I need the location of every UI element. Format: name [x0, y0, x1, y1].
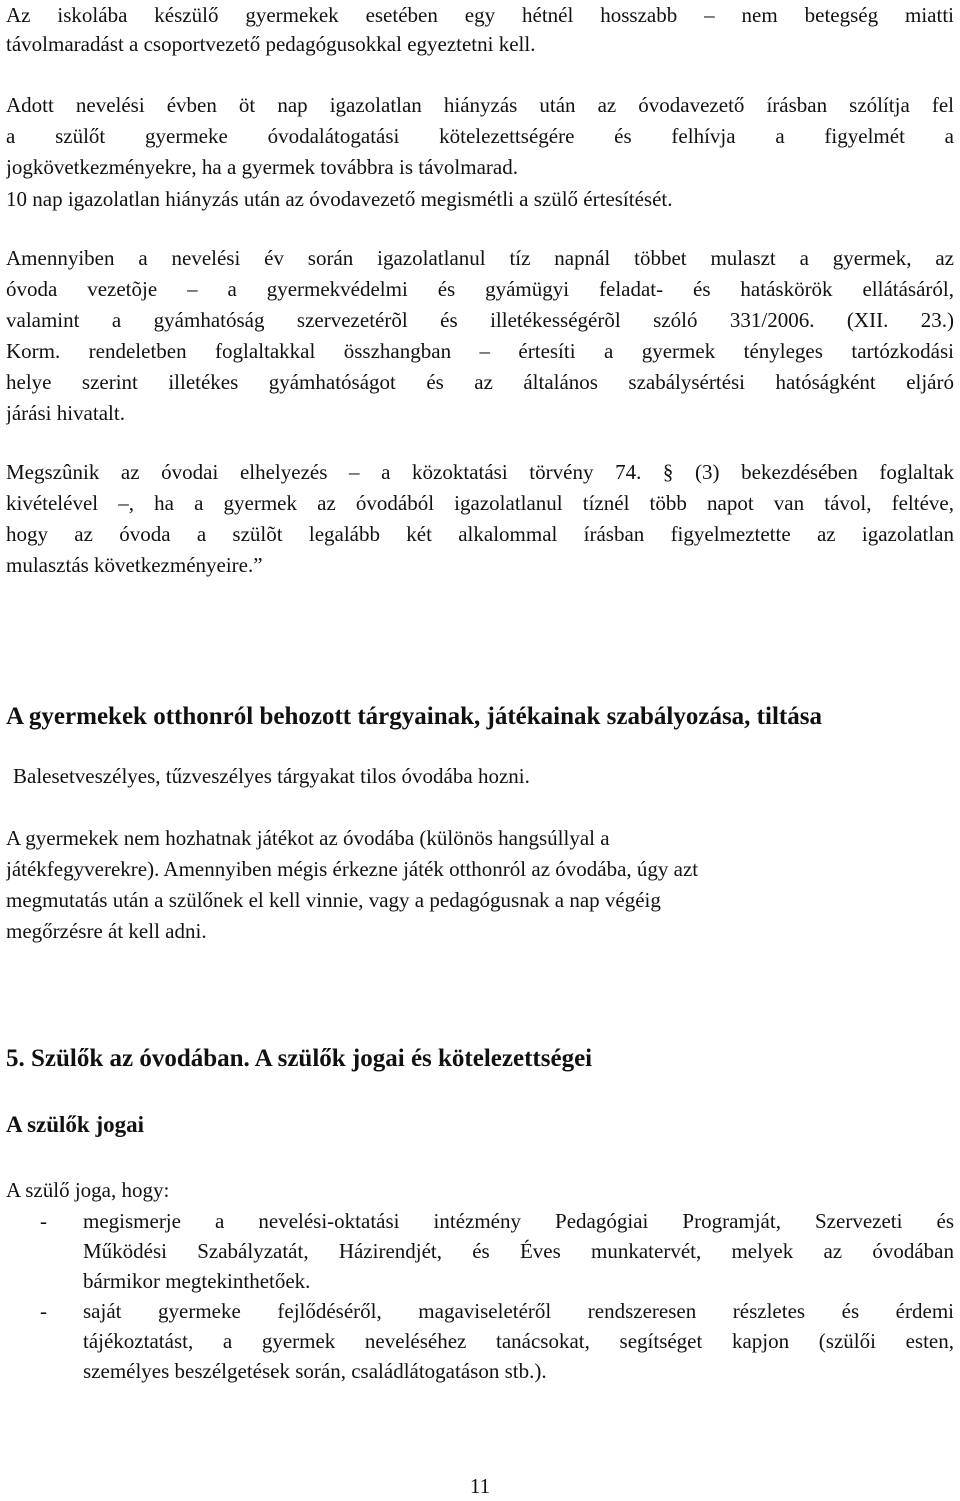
text-line: tájékoztatást, a gyermek neveléséhez tanácsokat, segítséget kapjon (szülői esten,	[83, 1329, 954, 1353]
toys-paragraph-1: Balesetveszélyes, tűzveszélyes tárgyakat tilos óvodába hozni.	[13, 764, 530, 788]
text-line: járási hivatalt.	[6, 401, 125, 425]
text-line: saját gyermeke fejlődéséről, magaviseletéről rendszeresen részletes és érdemi	[83, 1299, 954, 1323]
text-line: bármikor megtekinthetőek.	[83, 1269, 311, 1293]
text-line: hogy az óvoda a szülõt legalább két alkalommal írásban figyelmeztette az igazolatlan	[6, 522, 954, 546]
parents-rights-intro: A szülő joga, hogy:	[6, 1178, 170, 1202]
text-line: óvoda vezetõje – a gyermekvédelmi és gyámügyi feladat- és hatáskörök ellátásáról,	[6, 277, 954, 301]
text-line: Amennyiben a nevelési év során igazolatlanul tíz napnál többet mulaszt a gyermek, az	[6, 246, 954, 270]
text-line: Működési Szabályzatát, Házirendjét, és Éves munkatervét, melyek az óvodában	[83, 1239, 954, 1263]
text-line: jogkövetkezményekre, ha a gyermek továbbra is távolmarad.	[6, 155, 518, 179]
text-line: távolmaradást a csoportvezető pedagógusokkal egyeztetni kell.	[6, 32, 536, 56]
bullet-dash: -	[40, 1209, 47, 1233]
text-line: 10 nap igazolatlan hiányzás után az óvodavezető megismétli a szülő értesítését.	[6, 187, 673, 211]
page-number: 11	[469, 1474, 491, 1498]
text-line: kivételével –, ha a gyermek az óvodából igazolatlanul tíznél több napot van távol, feltéve,	[6, 491, 954, 515]
text-line: megismerje a nevelési-oktatási intézmény Pedagógiai Programját, Szervezeti és	[83, 1209, 954, 1233]
text-line: mulasztás következményeire.”	[6, 553, 263, 577]
text-line: a szülőt gyermeke óvodalátogatási kötelezettségére és felhívja a figyelmét a	[6, 124, 954, 148]
text-line: Adott nevelési évben öt nap igazolatlan hiányzás után az óvodavezető írásban szólítja fel	[6, 93, 954, 117]
text-line: játékfegyverekre). Amennyiben mégis érkezne játék otthonról az óvodába, úgy azt	[6, 857, 699, 881]
toys-heading: A gyermekek otthonról behozott tárgyainak, játékainak szabályozása, tiltása	[6, 703, 822, 730]
bullet-dash: -	[40, 1299, 47, 1323]
text-line: személyes beszélgetések során, családlátogatáson stb.).	[83, 1359, 547, 1383]
text-line: megőrzésre át kell adni.	[6, 919, 207, 943]
parents-rights-subheading: A szülők jogai	[6, 1112, 145, 1137]
text-line: valamint a gyámhatóság szervezetérõl és illetékességérõl szóló 331/2006. (XII. 23.)	[6, 308, 954, 332]
text-line: A gyermekek nem hozhatnak játékot az óvodába (különös hangsúllyal a	[6, 826, 610, 850]
parents-section-heading: 5. Szülők az óvodában. A szülők jogai és kötelezettségei	[6, 1045, 593, 1072]
text-line: Korm. rendeletben foglaltakkal összhangban – értesíti a gyermek tényleges tartózkodási	[6, 339, 954, 363]
text-line: Az iskolába készülő gyermekek esetében egy hétnél hosszabb – nem betegség miatti	[6, 3, 954, 27]
text-line: megmutatás után a szülőnek el kell vinnie, vagy a pedagógusnak a nap végéig	[6, 888, 661, 912]
text-line: helye szerint illetékes gyámhatóságot és az általános szabálysértési hatóságként eljáró	[6, 370, 954, 394]
text-line: Megszûnik az óvodai elhelyezés – a közoktatási törvény 74. § (3) bekezdésében foglaltak	[6, 460, 954, 484]
